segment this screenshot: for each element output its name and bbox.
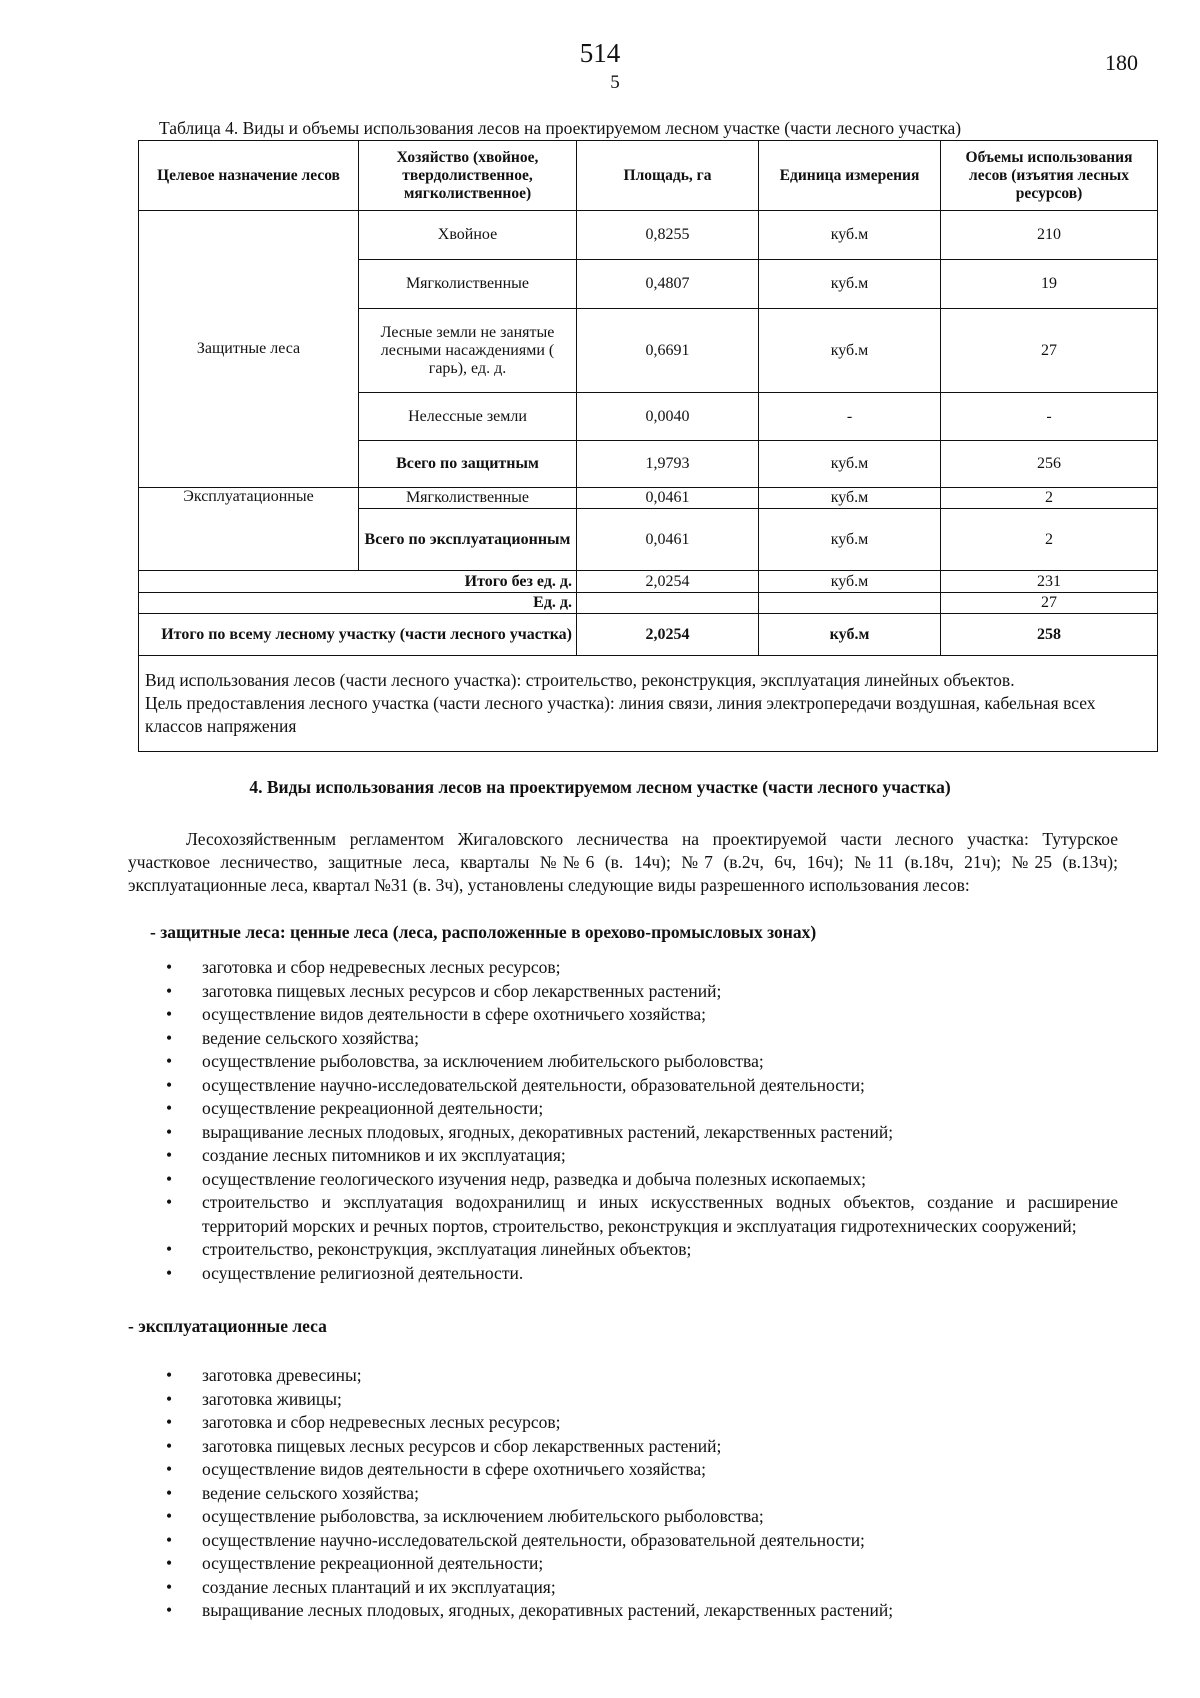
list-item [128, 1458, 1118, 1482]
cell-volume: 256 [941, 441, 1158, 488]
cell-volume: 210 [941, 211, 1158, 260]
list-item [128, 1552, 1118, 1576]
cell-volume: 2 [941, 488, 1158, 509]
cell-farm: Лесные земли не занятые лесными насаждениями ( гарь), ед. д. [359, 309, 577, 393]
header-area: Площадь, га [577, 141, 759, 211]
note-purpose: Цель предоставления лесного участка (части лесного участка): линия связи, линия электропередачи воздушная, кабельная всех классов напряжения [145, 693, 1096, 736]
list-item [128, 1097, 1118, 1121]
cell-unit: куб.м [759, 441, 941, 488]
cell-unit [759, 593, 941, 614]
table-note-row [139, 656, 1158, 752]
list-item-text: создание лесных плантаций и их эксплуатация; [202, 1576, 556, 1597]
table-row [139, 488, 1158, 509]
exploitation-forests-heading: - эксплуатационные леса [128, 1316, 327, 1336]
bullet-icon: • [166, 1145, 173, 1165]
page-number: 514 [579, 38, 621, 68]
list-item-text: осуществление научно-исследовательской деятельности, образовательной деятельности; [202, 1074, 865, 1095]
bullet-icon: • [166, 1192, 173, 1212]
bullet-icon: • [166, 1600, 173, 1620]
section-title: 4. Виды использования лесов на проектируемом лесном участке (части лесного участка) [249, 777, 951, 797]
header-unit: Единица измерения [759, 141, 941, 211]
list-item-text: осуществление видов деятельности в сфере охотничьего хозяйства; [202, 1004, 707, 1024]
list-item [128, 1388, 1118, 1412]
bullet-icon: • [166, 1262, 173, 1283]
list-item-text: осуществление рыболовства, за исключением любительского рыболовства; [202, 1051, 764, 1071]
list-item-text: заготовка и сбор недревесных лесных ресурсов; [202, 1412, 561, 1432]
cell-area: 0,0461 [577, 488, 759, 509]
page-number-right: 180 [1105, 50, 1138, 75]
table-grand-total-row [139, 614, 1158, 656]
cell-volume: 258 [941, 614, 1158, 656]
protective-forests-heading: - защитные леса: ценные леса (леса, расположенные в орехово-промысловых зонах) [150, 922, 817, 942]
list-item-text: осуществление научно-исследовательской деятельности, образовательной деятельности; [202, 1529, 865, 1550]
list-item-text: заготовка живицы; [202, 1388, 342, 1409]
list-item-text: осуществление рекреационной деятельности; [202, 1553, 544, 1573]
bullet-icon: • [166, 1004, 173, 1024]
cell-area: 2,0254 [577, 571, 759, 593]
cell-area: 0,8255 [577, 211, 759, 260]
section-paragraph: Лесохозяйственным регламентом Жигаловского лесничества на проектируемой части лесного участка: Тутурское участковое лесничество, защитные леса, кварталы №№6 (в. 14ч); №7 (в.2ч, 6ч, 16ч); №11 (в.18ч, 21ч); №25 (в.13ч); эксплуатационные леса, квартал №31 (в. 3ч), установлены следующие виды разрешенного использования лесов: [128, 829, 1118, 895]
cell-area: 2,0254 [577, 614, 759, 656]
list-item [128, 1529, 1118, 1553]
list-item [128, 1599, 1118, 1623]
list-item [128, 1435, 1118, 1459]
cell-unit: куб.м [759, 571, 941, 593]
list-item [128, 1191, 1118, 1238]
list-item-text: осуществление видов деятельности в сфере охотничьего хозяйства; [202, 1459, 707, 1479]
cell-unit: - [759, 393, 941, 441]
cell-volume: - [941, 393, 1158, 441]
bullet-icon: • [166, 1074, 173, 1095]
bullet-icon: • [166, 1121, 173, 1142]
bullet-icon: • [166, 1576, 173, 1597]
cell-grand-label: Итого по всему лесному участку (части лесного участка) [139, 614, 577, 656]
header-purpose: Целевое назначение лесов [139, 141, 359, 211]
bullet-icon: • [166, 1239, 173, 1259]
list-item [128, 1576, 1118, 1600]
forest-usage-table [138, 140, 1158, 752]
cell-farm: Мягколиственные [359, 488, 577, 509]
bullet-icon: • [166, 1168, 173, 1189]
list-item [128, 1003, 1118, 1027]
list-item [128, 1050, 1118, 1074]
table-note [139, 656, 1158, 752]
bullet-icon: • [166, 1027, 173, 1048]
list-item-text: заготовка древесины; [202, 1365, 362, 1385]
cell-volume: 27 [941, 593, 1158, 614]
bullet-icon: • [166, 957, 173, 977]
cell-unit: куб.м [759, 509, 941, 571]
cell-unit: куб.м [759, 488, 941, 509]
list-item [128, 1364, 1118, 1388]
table-row [139, 211, 1158, 260]
cell-volume: 2 [941, 509, 1158, 571]
list-item-text: осуществление рыболовства, за исключением любительского рыболовства; [202, 1506, 764, 1526]
list-item [128, 1121, 1118, 1145]
bullet-icon: • [166, 1051, 173, 1071]
list-item-text: выращивание лесных плодовых, ягодных, декоративных растений, лекарственных растений; [202, 1121, 894, 1142]
header-volume: Объемы использования лесов (изъятия лесных ресурсов) [941, 141, 1158, 211]
list-item [128, 1262, 1118, 1286]
cell-unit: куб.м [759, 309, 941, 393]
bullet-icon: • [166, 1459, 173, 1479]
page-subnumber: 5 [610, 72, 620, 93]
list-item [128, 1027, 1118, 1051]
list-item [128, 1144, 1118, 1168]
cell-farm: Хвойное [359, 211, 577, 260]
cell-unit: куб.м [759, 211, 941, 260]
table-caption: Таблица 4. Виды и объемы использования лесов на проектируемом лесном участке (части лесного участка) [159, 118, 962, 138]
list-item [128, 1168, 1118, 1192]
cell-area: 0,4807 [577, 260, 759, 309]
note-usage-type: Вид использования лесов (части лесного участка): строительство, реконструкция, эксплуатация линейных объектов. [145, 670, 1015, 690]
table-ed-row [139, 593, 1158, 614]
bullet-icon: • [166, 1412, 173, 1432]
list-item-text: ведение сельского хозяйства; [202, 1027, 419, 1048]
bullet-icon: • [166, 1482, 173, 1503]
list-item-text: заготовка пищевых лесных ресурсов и сбор лекарственных растений; [202, 1435, 722, 1456]
cell-farm: Всего по эксплуатационным [359, 509, 577, 571]
cell-subtotal-label: Итого без ед. д. [139, 571, 577, 593]
list-item-text: осуществление геологического изучения недр, разведка и добыча полезных ископаемых; [202, 1168, 866, 1189]
bullet-icon: • [166, 1553, 173, 1573]
list-item [128, 980, 1118, 1004]
list-item-text: заготовка пищевых лесных ресурсов и сбор лекарственных растений; [202, 980, 722, 1001]
cell-farm: Всего по защитным [359, 441, 577, 488]
list-item-text: строительство, реконструкция, эксплуатация линейных объектов; [202, 1239, 692, 1259]
list-item-text: осуществление рекреационной деятельности; [202, 1098, 544, 1118]
list-item-text: строительство и эксплуатация водохранилищ и иных искусственных водных объектов, создание и расширение территорий морских и речных портов, строительство, реконструкция и эксплуатация гидротехнических сооружений; [202, 1192, 1118, 1236]
protective-uses-list [128, 956, 1118, 1285]
list-item [128, 1482, 1118, 1506]
header-farm: Хозяйство (хвойное, твердолиственное, мягколиственное) [359, 141, 577, 211]
list-item-text: выращивание лесных плодовых, ягодных, декоративных растений, лекарственных растений; [202, 1600, 894, 1620]
bullet-icon: • [166, 1365, 173, 1385]
cell-unit: куб.м [759, 260, 941, 309]
cell-area: 1,9793 [577, 441, 759, 488]
exploitation-uses-list [128, 1364, 1118, 1623]
cell-unit: куб.м [759, 614, 941, 656]
cell-area [577, 593, 759, 614]
cell-volume: 231 [941, 571, 1158, 593]
cell-area: 0,0461 [577, 509, 759, 571]
cell-farm: Мягколиственные [359, 260, 577, 309]
cell-volume: 27 [941, 309, 1158, 393]
list-item [128, 1238, 1118, 1262]
cell-area: 0,0040 [577, 393, 759, 441]
cell-farm: Нелессные земли [359, 393, 577, 441]
list-item-text: создание лесных питомников и их эксплуатация; [202, 1145, 566, 1165]
list-item [128, 1074, 1118, 1098]
list-item [128, 956, 1118, 980]
cell-ed-label: Ед. д. [139, 593, 577, 614]
bullet-icon: • [166, 1388, 173, 1409]
table-subtotal-row [139, 571, 1158, 593]
bullet-icon: • [166, 980, 173, 1001]
list-item [128, 1505, 1118, 1529]
bullet-icon: • [166, 1529, 173, 1550]
cell-area: 0,6691 [577, 309, 759, 393]
list-item-text: заготовка и сбор недревесных лесных ресурсов; [202, 957, 561, 977]
group-protective: Защитные леса [139, 211, 359, 488]
bullet-icon: • [166, 1098, 173, 1118]
bullet-icon: • [166, 1506, 173, 1526]
bullet-icon: • [166, 1435, 173, 1456]
table-header-row [139, 141, 1158, 211]
group-exploitation: Эксплуатационные [139, 488, 359, 571]
list-item-text: осуществление религиозной деятельности. [202, 1262, 524, 1283]
list-item [128, 1411, 1118, 1435]
list-item-text: ведение сельского хозяйства; [202, 1482, 419, 1503]
cell-volume: 19 [941, 260, 1158, 309]
